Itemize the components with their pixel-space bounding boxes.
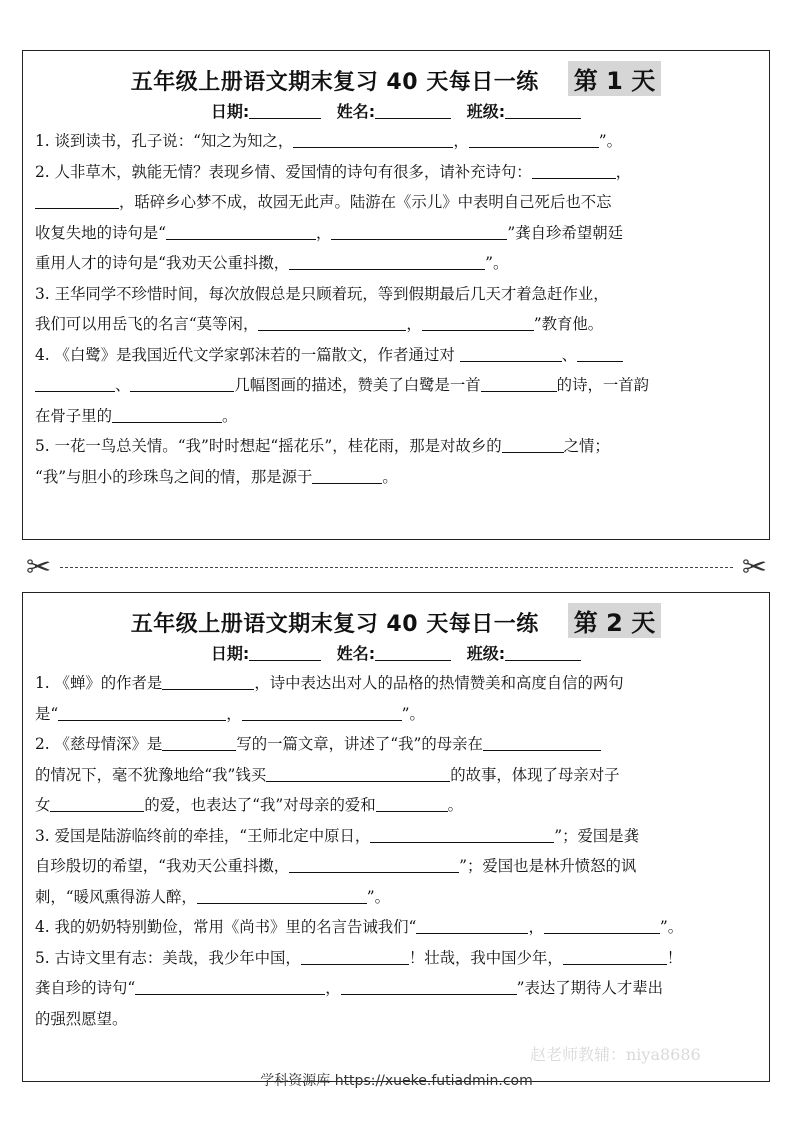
answer-blank[interactable] (469, 131, 599, 148)
answer-blank[interactable] (162, 734, 236, 751)
worksheet-title: 五年级上册语文期末复习 40 天每日一练 (130, 612, 539, 637)
answer-blank[interactable] (35, 375, 115, 392)
answer-blank[interactable] (563, 948, 667, 965)
worksheet-title: 五年级上册语文期末复习 40 天每日一练 (130, 70, 539, 95)
answer-blank[interactable] (416, 917, 528, 934)
question-4: 4. 我的奶奶特别勤俭，常用《尚书》里的名言告诫我们“ ， ”。 (35, 918, 684, 936)
answer-blank[interactable] (577, 345, 623, 362)
class-blank[interactable] (505, 644, 581, 661)
worksheet-day-1 (22, 50, 770, 540)
answer-blank[interactable] (422, 314, 534, 331)
date-blank[interactable] (249, 644, 321, 661)
answer-blank[interactable] (481, 375, 557, 392)
answer-blank[interactable] (258, 314, 406, 331)
scissors-icon: ✂ (741, 550, 767, 585)
answer-blank[interactable] (502, 436, 564, 453)
answer-blank[interactable] (162, 673, 254, 690)
answer-blank[interactable] (266, 765, 450, 782)
answer-blank[interactable] (242, 704, 402, 721)
worksheet-day-2 (22, 592, 770, 1082)
footer-source: 学科资源库 https://xueke.futiadmin.com (260, 1073, 533, 1089)
answer-blank[interactable] (166, 223, 316, 240)
question-1: 1. 谈到读书，孔子说：“知之为知之， ， ”。 (35, 132, 622, 150)
answer-blank[interactable] (341, 978, 517, 995)
answer-blank[interactable] (370, 826, 554, 843)
question-3: 3. 王华同学不珍惜时间，每次放假总是只顾着玩，等到假期最后几天才着急赶作业， 我们可以用岳飞的名言“莫等闲， ， ”教育他。 (35, 284, 609, 333)
worksheet-header (35, 593, 757, 635)
worksheet-header (35, 51, 757, 93)
watermark: 赵老师教辅：niya8686 (530, 1045, 701, 1064)
day-badge: 第 2 天 (568, 603, 661, 638)
class-label: 班级: (466, 102, 506, 121)
answer-blank[interactable] (50, 795, 144, 812)
name-blank[interactable] (375, 102, 451, 119)
question-3: 3. 爱国是陆游临终前的牵挂，“王师北定中原日， ”；爱国是龚 自珍殷切的希望，“我劝天公重抖擞， ”；爱国也是林升愤怒的讽 刺，“暖风熏得游人醉， ”。 (35, 826, 640, 906)
question-4: 4. 《白鹭》是我国近代文学家郭沫若的一篇散文，作者通过对 、 、 几幅图画的描述，赞美了白鹭是一首 的诗，一首韵 在骨子里的 。 (35, 345, 650, 425)
name-label: 姓名: (336, 102, 376, 121)
day-badge: 第 1 天 (568, 61, 661, 96)
answer-blank[interactable] (301, 948, 409, 965)
question-2: 2. 《慈母情深》是 写的一篇文章，讲述了“我”的母亲在 的情况下，毫不犹豫地给“我”钱买 的故事，体现了母亲对子 女 的爱，也表达了“我”对母亲的爱和 。 (35, 735, 620, 814)
answer-blank[interactable] (58, 704, 226, 721)
answer-blank[interactable] (460, 345, 562, 362)
answer-blank[interactable] (483, 734, 601, 751)
student-info-row (35, 99, 757, 122)
question-2: 2. 人非草木，孰能无情？表现乡情、爱国情的诗句有很多，请补充诗句： ， ，聒碎乡心梦不成，故园无此声。陆游在《示儿》中表明自己死后也不忘 收复失地的诗句是“ ， ”龚自珍希望朝廷 重用人才的诗句是“我劝天公重抖擞， ”。 (35, 162, 632, 272)
answer-blank[interactable] (293, 131, 453, 148)
answer-blank[interactable] (376, 795, 448, 812)
answer-blank[interactable] (135, 978, 325, 995)
date-blank[interactable] (249, 102, 321, 119)
scissors-icon: ✂ (26, 550, 52, 585)
answer-blank[interactable] (112, 406, 222, 423)
student-info-row (35, 641, 757, 664)
question-5: 5. 一花一鸟总关情。“我”时时想起“摇花乐”，桂花雨，那是对故乡的 之情； “我”与胆小的珍珠鸟之间的情，那是源于 。 (35, 437, 610, 486)
question-5: 5. 古诗文里有志：美哉，我少年中国， ！壮哉，我中国少年， ！ 龚自珍的诗句“ ， ”表达了期待人才辈出 的强烈愿望。 (35, 948, 683, 1028)
class-label: 班级: (466, 644, 506, 663)
date-label: 日期: (210, 644, 250, 663)
answer-blank[interactable] (312, 467, 382, 484)
answer-blank[interactable] (130, 375, 234, 392)
dashed-line (60, 567, 733, 568)
name-label: 姓名: (336, 644, 376, 663)
answer-blank[interactable] (289, 253, 485, 270)
cut-divider (0, 550, 793, 585)
name-blank[interactable] (375, 644, 451, 661)
answer-blank[interactable] (35, 192, 119, 209)
answer-blank[interactable] (331, 223, 507, 240)
date-label: 日期: (210, 102, 250, 121)
class-blank[interactable] (505, 102, 581, 119)
answer-blank[interactable] (532, 162, 616, 179)
answer-blank[interactable] (544, 917, 660, 934)
question-1: 1. 《蝉》的作者是 ，诗中表达出对人的品格的热情赞美和高度自信的两句 是“ ， ”。 (35, 674, 624, 723)
answer-blank[interactable] (197, 887, 367, 904)
answer-blank[interactable] (289, 856, 459, 873)
